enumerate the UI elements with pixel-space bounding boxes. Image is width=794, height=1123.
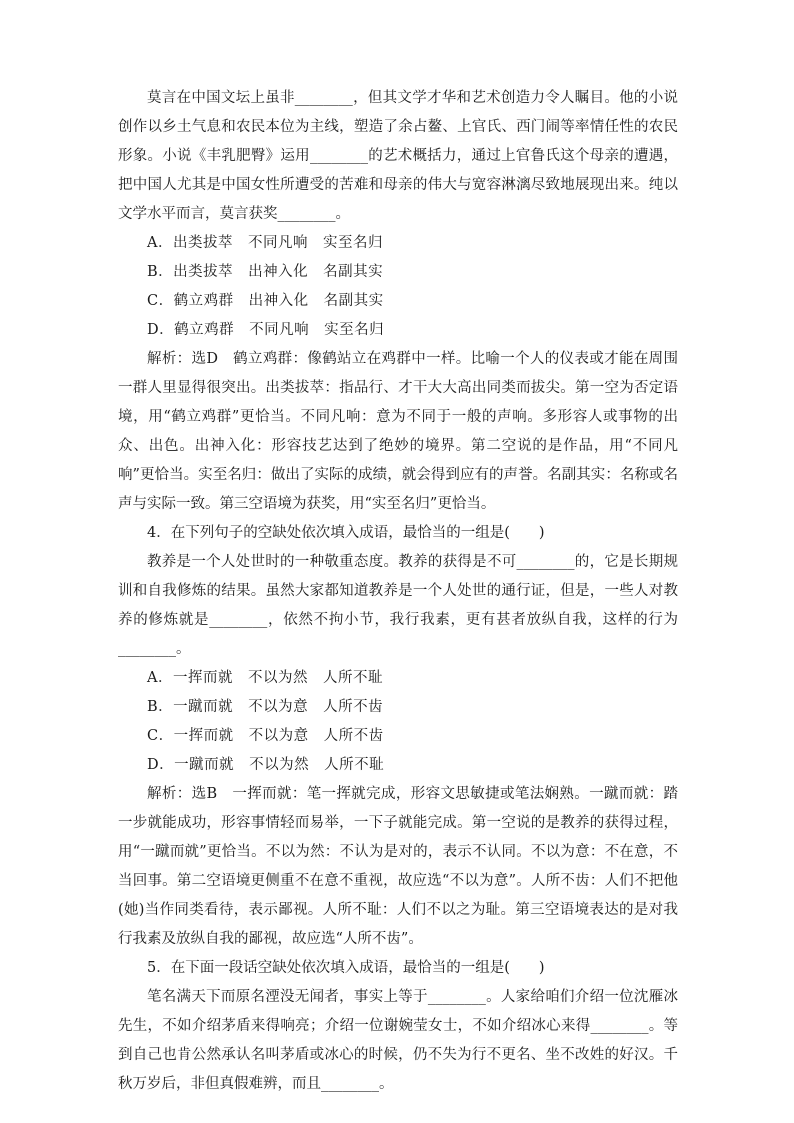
q3-option-d: D．鹤立鸡群 不同凡响 实至名归 [147,322,385,338]
q3-option-b: B．出类拔萃 出神入化 名副其实 [147,264,384,280]
q5-stem: 笔名满天下而原名湮没无闻者，事实上等于________。人家给咱们介绍一位沈雁冰先生，不如介绍茅盾来得响亮；介绍一位谢婉莹女士，不如介绍冰心来得________。等到自己也肯公然承认名叫茅盾或冰心的时候，仍不失为行不更名、坐不改姓的好汉。千秋万岁后，非但真假难辨，而且________。 [118,989,678,1092]
q4-option-d: D．一蹴而就 不以为然 人所不耻 [147,757,385,773]
q4-option-b: B．一蹴而就 不以为意 人所不齿 [147,699,384,715]
q4-option-a: A．一挥而就 不以为然 人所不耻 [147,670,383,686]
q3-analysis: 解析：选D 鹤立鸡群：像鹤站立在鸡群中一样。比喻一个人的仪表或才能在周围一群人里显得很突出。出类拔萃：指品行、才干大大高出同类而拔尖。第一空为否定语境，用“鹤立鸡群”更恰当。不同凡响：意为不同于一般的声响。多形容人或事物的出众、出色。出神入化：形容技艺达到了绝妙的境界。第二空说的是作品，用“不同凡响”更恰当。实至名归：做出了实际的成绩，就会得到应有的声誉。名副其实：名称或名声与实际一致。第三空语境为获奖，用“实至名归”更恰当。 [118,351,678,512]
q4-analysis: 解析：选B 一挥而就：笔一挥就完成，形容文思敏捷或笔法娴熟。一蹴而就：踏一步就能成功，形容事情轻而易举，一下子就能完成。第一空说的是教养的获得过程，用“一蹴而就”更恰当。不以为然：不认为是对的，表示不认同。不以为意：不在意，不当回事。第二空语境更侧重不在意不重视，故应选“不以为意”。人所不齿：人们不把他(她)当作同类看待，表示鄙视。人所不耻：人们不以之为耻。第三空语境表达的是对我行我素及放纵自我的鄙视，故应选“人所不齿”。 [118,786,678,947]
q4-stem: 教养是一个人处世时的一种敬重态度。教养的获得是不可________的，它是长期规训和自我修炼的结果。虽然大家都知道教养是一个人处世的通行证，但是，一些人对教养的修炼就是________，依然不拘小节，我行我素，更有甚者放纵自我，这样的行为________。 [118,554,678,657]
q4-title: 4．在下列句子的空缺处依次填入成语，最恰当的一组是( ) [147,525,545,541]
q5-title: 5．在下面一段话空缺处依次填入成语，最恰当的一组是( ) [147,960,545,976]
q3-option-c: C．鹤立鸡群 出神入化 名副其实 [147,293,384,309]
document-page [118,84,678,1099]
q3-stem: 莫言在中国文坛上虽非________，但其文学才华和艺术创造力令人瞩目。他的小说创作以乡土气息和农民本位为主线，塑造了余占鳌、上官氏、西门闹等率情任性的农民形象。小说《丰乳肥臀》运用________的艺术概括力，通过上官鲁氏这个母亲的遭遇，把中国人尤其是中国女性所遭受的苦难和母亲的伟大与宽容淋漓尽致地展现出来。纯以文学水平而言，莫言获奖________。 [118,90,678,222]
q3-option-a: A．出类拔萃 不同凡响 实至名归 [147,235,383,251]
q4-option-c: C．一挥而就 不以为意 人所不齿 [147,728,384,744]
